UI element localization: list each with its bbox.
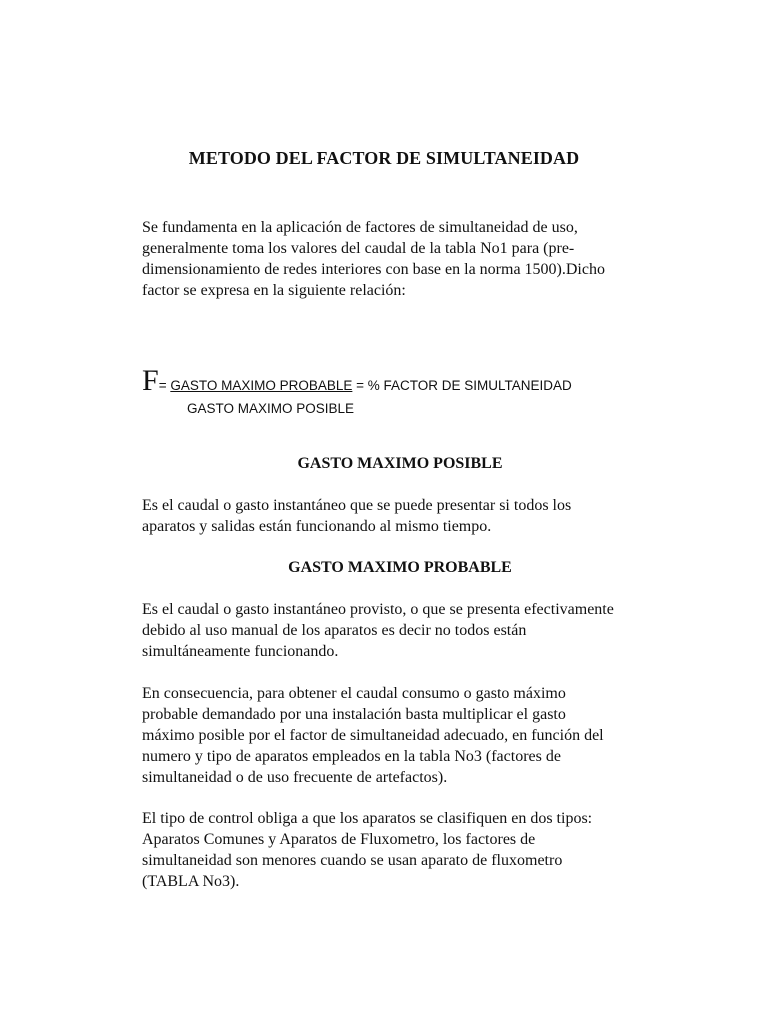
intro-paragraph (142, 217, 662, 301)
paragraph-line: El tipo de control obliga a que los aparatos se clasifiquen en dos tipos: (142, 810, 593, 827)
formula (142, 364, 572, 398)
intro-line: generalmente toma los valores del caudal de la tabla No1 para (pre- (142, 240, 575, 257)
formula-equals: = (158, 378, 171, 393)
formula-numerator: GASTO MAXIMO PROBABLE (170, 378, 353, 393)
paragraph-line: máximo posible por el factor de simultaneidad adecuado, en función del (142, 727, 604, 744)
paragraph-line: simultaneidad o de uso frecuente de artefactos). (142, 769, 448, 786)
formula-symbol: F (142, 364, 159, 397)
paragraph-line: simultáneamente funcionando. (142, 643, 339, 660)
paragraph-line: aparatos y salidas están funcionando al mismo tiempo. (142, 518, 492, 535)
paragraph-line: (TABLA No3). (142, 873, 240, 890)
paragraph-line: numero y tipo de aparatos empleados en la tabla No3 (factores de (142, 748, 561, 765)
control-type-paragraph (142, 808, 662, 892)
paragraph-line: debido al uso manual de los aparatos es decir no todos están (142, 622, 527, 639)
paragraph-line: simultaneidad son menores cuando se usan aparato de fluxometro (142, 852, 563, 869)
intro-line: Se fundamenta en la aplicación de factores de simultaneidad de uso, (142, 219, 578, 236)
section-possible-paragraph (142, 495, 662, 537)
formula-result: = % FACTOR DE SIMULTANEIDAD (352, 378, 572, 393)
section-heading-possible: GASTO MAXIMO POSIBLE (297, 455, 503, 472)
consequence-paragraph (142, 683, 662, 788)
page-title: METODO DEL FACTOR DE SIMULTANEIDAD (188, 148, 580, 168)
section-probable-paragraph (142, 599, 662, 662)
paragraph-line: Es el caudal o gasto instantáneo provisto, o que se presenta efectivamente (142, 601, 614, 618)
intro-line: factor se expresa en la siguiente relación: (142, 282, 406, 299)
paragraph-line: Aparatos Comunes y Aparatos de Fluxometro, los factores de (142, 831, 536, 848)
intro-line: dimensionamiento de redes interiores con base en la norma 1500).Dicho (142, 261, 605, 278)
section-heading-probable: GASTO MAXIMO PROBABLE (288, 559, 512, 576)
paragraph-line: probable demandado por una instalación basta multiplicar el gasto (142, 706, 566, 723)
paragraph-line: Es el caudal o gasto instantáneo que se puede presentar si todos los (142, 497, 572, 514)
paragraph-line: En consecuencia, para obtener el caudal consumo o gasto máximo (142, 685, 566, 702)
formula-denominator: GASTO MAXIMO POSIBLE (187, 401, 355, 416)
